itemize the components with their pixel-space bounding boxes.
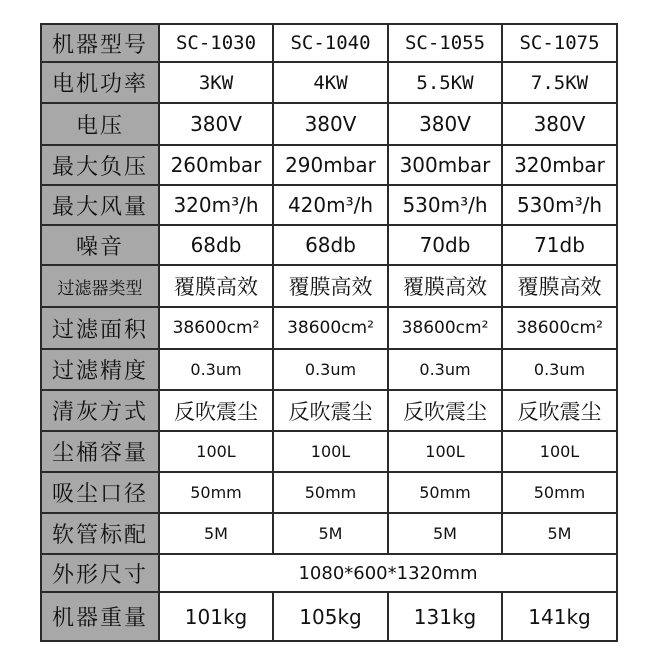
cell-dust-1: 100L [159,431,273,472]
cell-inlet-2: 50mm [273,472,388,513]
row-noise [41,225,617,265]
cell-hose-1: 5M [159,513,273,554]
row-dimensions [41,554,617,592]
label-inlet-diameter: 吸尘口径 [41,472,159,513]
label-hose: 软管标配 [41,513,159,554]
label-noise: 噪音 [41,225,159,265]
cell-voltage-4: 380V [502,103,617,145]
cell-power-2: 4KW [273,62,388,103]
cell-model-1: SC-1030 [159,24,273,62]
cell-area-1: 38600cm² [159,307,273,349]
cell-dust-4: 100L [502,431,617,472]
row-inlet-diameter [41,472,617,513]
label-weight: 机器重量 [41,592,159,641]
spec-table [40,23,618,642]
row-weight [41,592,617,641]
cell-inlet-4: 50mm [502,472,617,513]
cell-precision-3: 0.3um [388,349,502,390]
cell-filter-type-1: 覆膜高效 [159,265,273,307]
row-max-airflow [41,185,617,225]
cell-area-4: 38600cm² [502,307,617,349]
cell-airflow-3: 530m³/h [388,185,502,225]
cell-clean-1: 反吹震尘 [159,390,273,431]
cell-weight-3: 131kg [388,592,502,641]
label-dimensions: 外形尺寸 [41,554,159,592]
cell-model-4: SC-1075 [502,24,617,62]
cell-pressure-4: 320mbar [502,145,617,185]
label-max-airflow: 最大风量 [41,185,159,225]
cell-clean-4: 反吹震尘 [502,390,617,431]
row-power [41,62,617,103]
cell-weight-2: 105kg [273,592,388,641]
label-cleaning-method: 清灰方式 [41,390,159,431]
cell-power-1: 3KW [159,62,273,103]
label-model: 机器型号 [41,24,159,62]
cell-pressure-2: 290mbar [273,145,388,185]
row-max-pressure [41,145,617,185]
row-dust-bin [41,431,617,472]
row-model [41,24,617,62]
label-power: 电机功率 [41,62,159,103]
cell-area-2: 38600cm² [273,307,388,349]
cell-model-3: SC-1055 [388,24,502,62]
cell-hose-3: 5M [388,513,502,554]
cell-filter-type-2: 覆膜高效 [273,265,388,307]
cell-voltage-3: 380V [388,103,502,145]
cell-hose-2: 5M [273,513,388,554]
cell-precision-4: 0.3um [502,349,617,390]
label-max-pressure: 最大负压 [41,145,159,185]
cell-weight-4: 141kg [502,592,617,641]
row-filter-precision [41,349,617,390]
cell-filter-type-3: 覆膜高效 [388,265,502,307]
cell-inlet-3: 50mm [388,472,502,513]
cell-dimensions: 1080*600*1320mm [159,554,617,592]
cell-precision-2: 0.3um [273,349,388,390]
cell-dust-2: 100L [273,431,388,472]
label-dust-bin: 尘桶容量 [41,431,159,472]
row-hose [41,513,617,554]
label-filter-area: 过滤面积 [41,307,159,349]
cell-airflow-1: 320m³/h [159,185,273,225]
cell-noise-3: 70db [388,225,502,265]
cell-power-3: 5.5KW [388,62,502,103]
cell-voltage-2: 380V [273,103,388,145]
cell-airflow-2: 420m³/h [273,185,388,225]
cell-filter-type-4: 覆膜高效 [502,265,617,307]
cell-precision-1: 0.3um [159,349,273,390]
cell-voltage-1: 380V [159,103,273,145]
cell-model-2: SC-1040 [273,24,388,62]
cell-pressure-3: 300mbar [388,145,502,185]
label-voltage: 电压 [41,103,159,145]
cell-pressure-1: 260mbar [159,145,273,185]
row-filter-area [41,307,617,349]
label-filter-precision: 过滤精度 [41,349,159,390]
cell-power-4: 7.5KW [502,62,617,103]
cell-inlet-1: 50mm [159,472,273,513]
cell-area-3: 38600cm² [388,307,502,349]
cell-dust-3: 100L [388,431,502,472]
cell-weight-1: 101kg [159,592,273,641]
cell-noise-4: 71db [502,225,617,265]
row-voltage [41,103,617,145]
cell-noise-2: 68db [273,225,388,265]
cell-clean-2: 反吹震尘 [273,390,388,431]
cell-airflow-4: 530m³/h [502,185,617,225]
row-cleaning-method [41,390,617,431]
cell-hose-4: 5M [502,513,617,554]
label-filter-type: 过滤器类型 [41,265,159,307]
row-filter-type [41,265,617,307]
cell-noise-1: 68db [159,225,273,265]
cell-clean-3: 反吹震尘 [388,390,502,431]
